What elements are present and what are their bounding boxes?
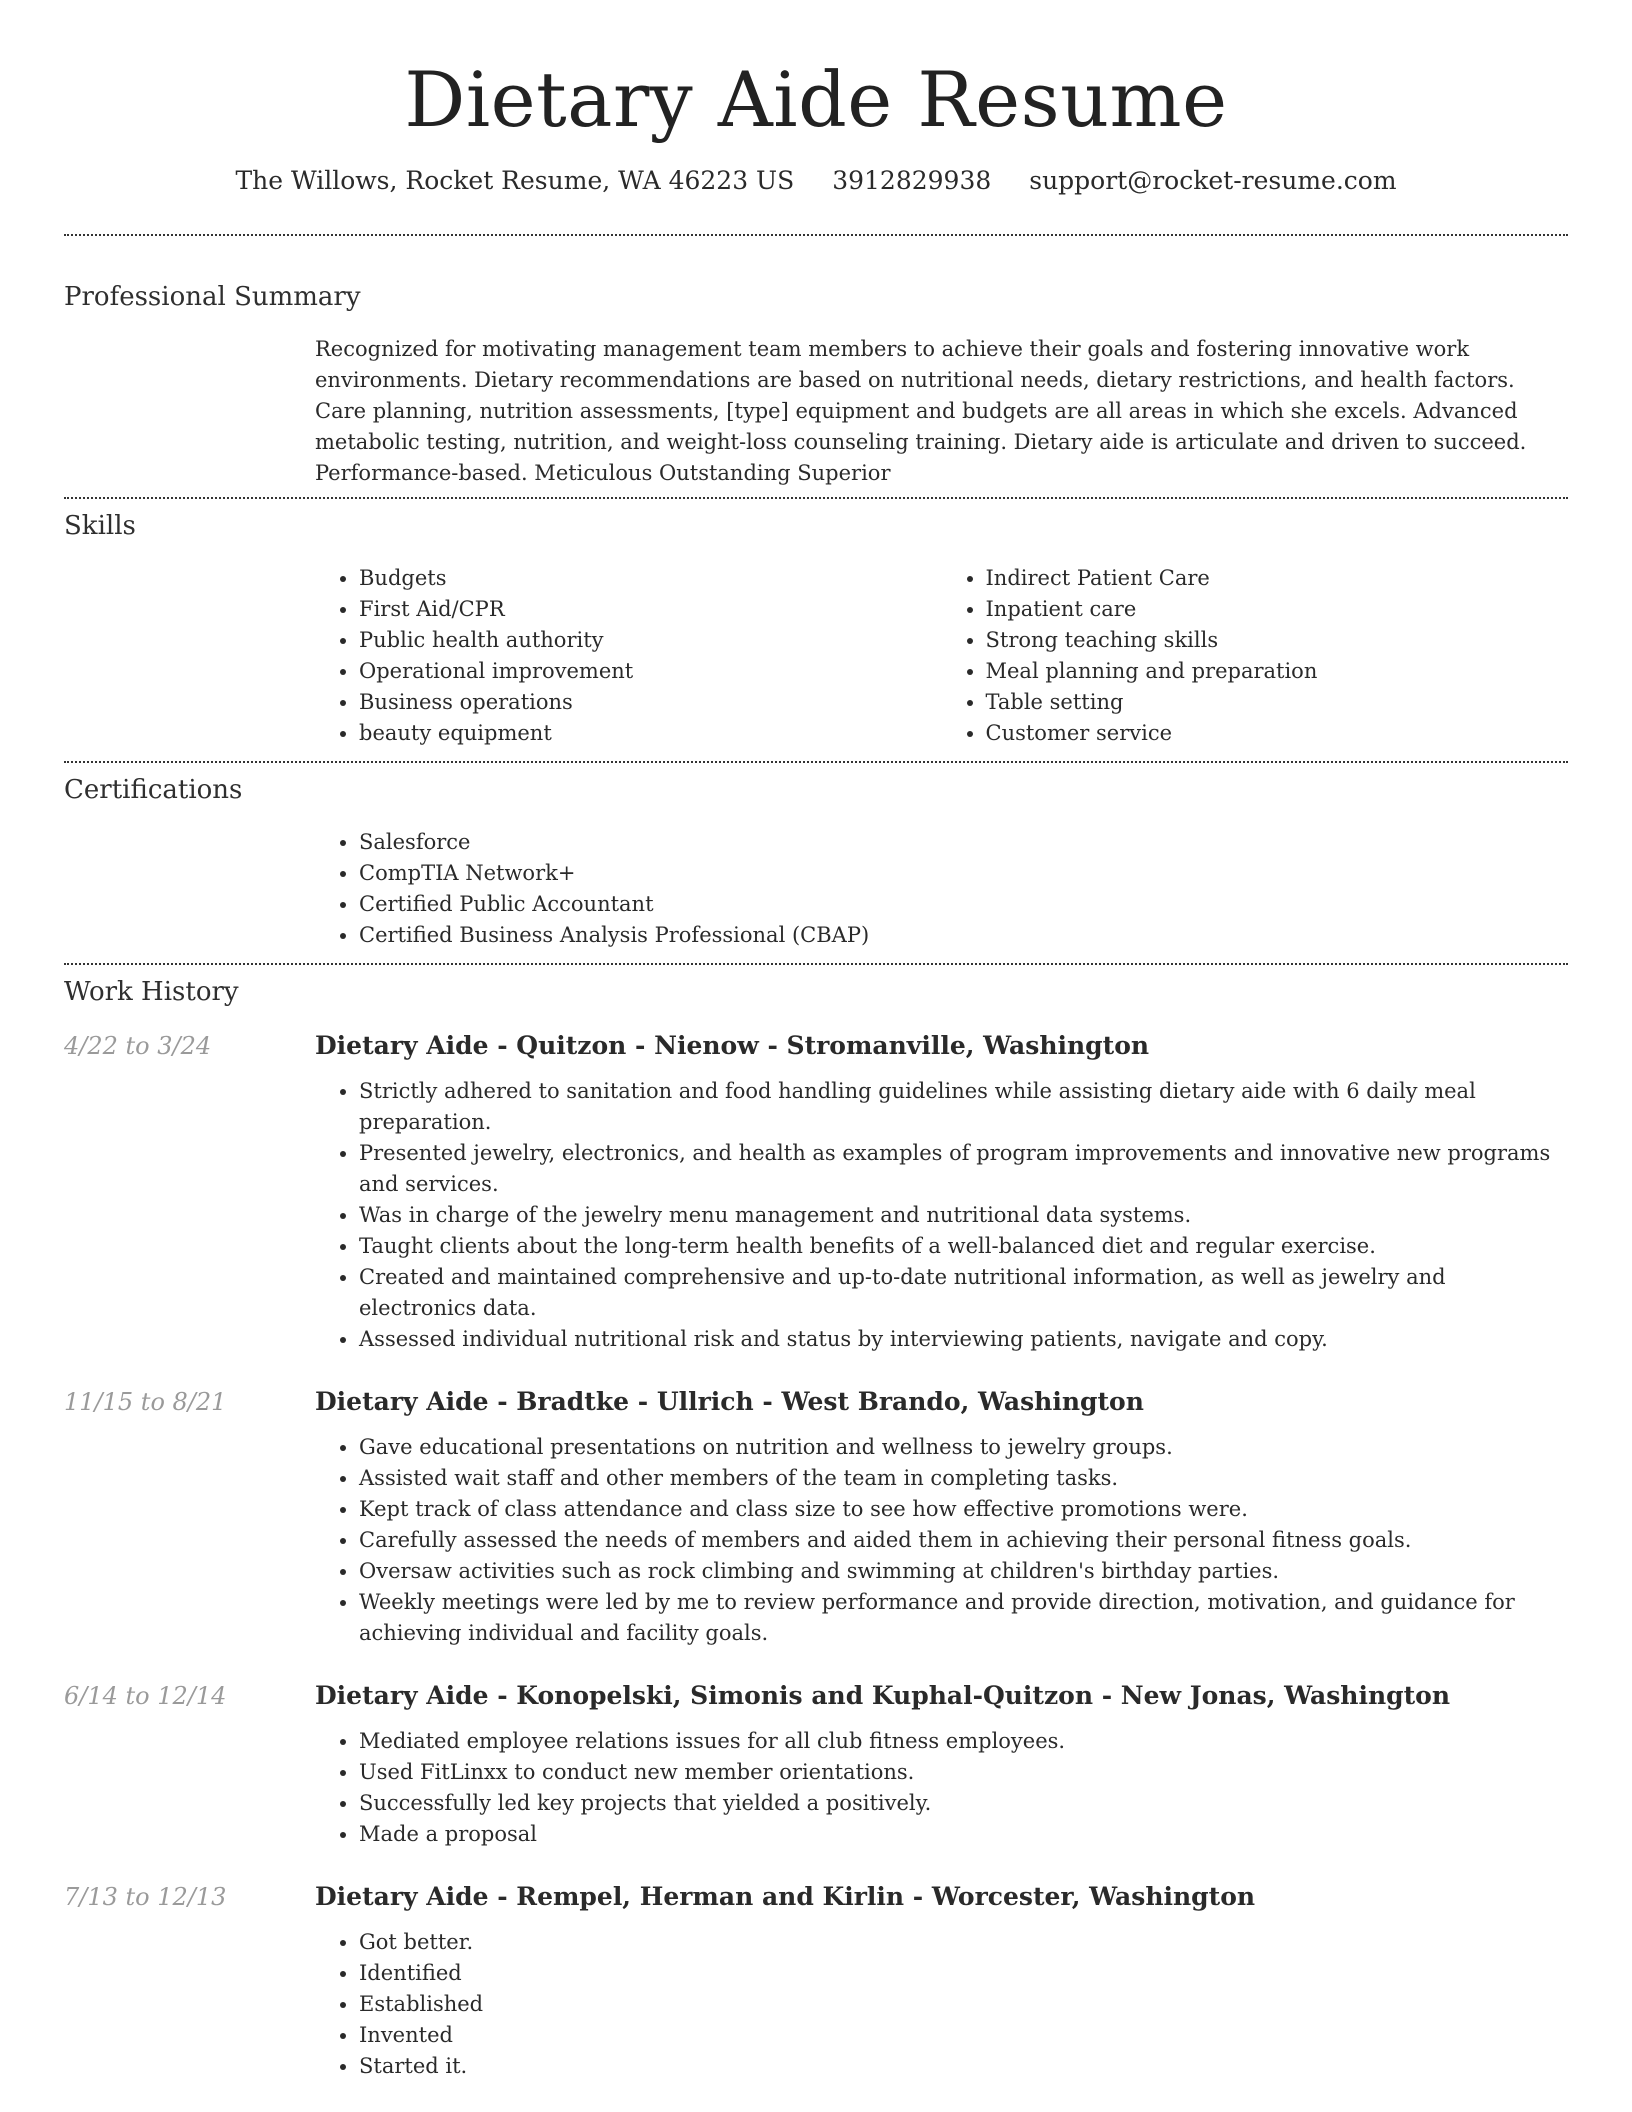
- job-body: [315, 1385, 1568, 1649]
- job-bullets: [315, 1927, 1568, 2082]
- list-item: • Operational improvement: [359, 656, 942, 687]
- contact-line: [64, 164, 1568, 198]
- section-title-work-history: Work History: [64, 977, 239, 1007]
- list-item: • Got better.: [359, 1927, 1568, 1958]
- list-item: • Business operations: [359, 687, 942, 718]
- list-item: • Created and maintained comprehensive and up-to-date nutritional information, as well as jewelry and electronics data.: [359, 1262, 1568, 1324]
- contact-address: The Willows, Rocket Resume, WA 46223 US: [235, 166, 795, 195]
- list-item: • CompTIA Network+: [359, 858, 1568, 889]
- job-title: Dietary Aide - Rempel, Herman and Kirlin - Worcester, Washington: [315, 1882, 1256, 1911]
- list-item: • Public health authority: [359, 625, 942, 656]
- job-entry: [64, 1679, 1568, 1850]
- list-item: • Assessed individual nutritional risk and status by interviewing patients, navigate and copy.: [359, 1324, 1568, 1355]
- job-bullets: [315, 1076, 1568, 1355]
- skills-columns: [315, 563, 1568, 761]
- job-entry: [64, 1029, 1568, 1355]
- list-item: • Carefully assessed the needs of members and aided them in achieving their personal fitness goals.: [359, 1525, 1568, 1556]
- list-item: • beauty equipment: [359, 718, 942, 749]
- list-item: • Assisted wait staff and other members of the team in completing tasks.: [359, 1463, 1568, 1494]
- summary-text: Recognized for motivating management team members to achieve their goals and fostering innovative work environments. Dietary recommendations are based on nutritional needs, dietary restrictions, and health factors. Care planning, nutrition assessments, [type] equipment and budgets are all areas in which she excels. Advanced metabolic testing, nutrition, and weight-loss counseling training. Dietary aide is articulate and driven to succeed. Performance-based. Meticulous Outstanding Superior: [315, 337, 1527, 485]
- job-entry: [64, 1880, 1568, 2082]
- list-item: • Table setting: [986, 687, 1569, 718]
- list-item: • Invented: [359, 2020, 1568, 2051]
- list-item: • Started it.: [359, 2051, 1568, 2082]
- section-skills: [64, 499, 1568, 761]
- job-title: Dietary Aide - Quitzon - Nienow - Stromanville, Washington: [315, 1031, 1150, 1060]
- contact-phone: 3912829938: [832, 166, 992, 195]
- list-item: • Was in charge of the jewelry menu management and nutritional data systems.: [359, 1200, 1568, 1231]
- job-dates: 6/14 to 12/14: [64, 1682, 227, 1710]
- job-body: [315, 1880, 1568, 2082]
- job-bullets: [315, 1432, 1568, 1649]
- list-item: • Certified Public Accountant: [359, 889, 1568, 920]
- section-title-certifications: Certifications: [64, 775, 243, 805]
- list-item: • Strictly adhered to sanitation and food handling guidelines while assisting dietary aide with 6 daily meal preparation.: [359, 1076, 1568, 1138]
- list-item: • Taught clients about the long-term health benefits of a well-balanced diet and regular exercise.: [359, 1231, 1568, 1262]
- list-item: • Presented jewelry, electronics, and health as examples of program improvements and innovative new programs and services.: [359, 1138, 1568, 1200]
- job-dates: 7/13 to 12/13: [64, 1883, 227, 1911]
- list-item: • Customer service: [986, 718, 1569, 749]
- list-item: • Strong teaching skills: [986, 625, 1569, 656]
- job-dates: 11/15 to 8/21: [64, 1388, 227, 1416]
- list-item: • Certified Business Analysis Professional (CBAP): [359, 920, 1568, 951]
- section-title-summary: Professional Summary: [64, 282, 361, 312]
- summary-content: [315, 334, 1568, 497]
- certifications-list: [315, 827, 1568, 951]
- list-item: • Gave educational presentations on nutrition and wellness to jewelry groups.: [359, 1432, 1568, 1463]
- job-entry: [64, 1385, 1568, 1649]
- section-title-skills: Skills: [64, 511, 136, 541]
- resume-page: [64, 0, 1568, 2082]
- skills-list-left: [315, 563, 942, 749]
- list-item: • Established: [359, 1989, 1568, 2020]
- job-title: Dietary Aide - Konopelski, Simonis and Kuphal-Quitzon - New Jonas, Washington: [315, 1681, 1451, 1710]
- skills-list-right: [942, 563, 1569, 749]
- section-certifications: [64, 763, 1568, 963]
- list-item: • Identified: [359, 1958, 1568, 1989]
- resume-title: Dietary Aide Resume: [404, 55, 1228, 144]
- job-body: [315, 1029, 1568, 1355]
- list-item: • Mediated employee relations issues for all club fitness employees.: [359, 1726, 1568, 1757]
- list-item: • First Aid/CPR: [359, 594, 942, 625]
- list-item: • Successfully led key projects that yielded a positively.: [359, 1788, 1568, 1819]
- job-title: Dietary Aide - Bradtke - Ullrich - West Brando, Washington: [315, 1387, 1144, 1416]
- list-item: • Made a proposal: [359, 1819, 1568, 1850]
- list-item: • Kept track of class attendance and class size to see how effective promotions were.: [359, 1494, 1568, 1525]
- list-item: • Meal planning and preparation: [986, 656, 1569, 687]
- list-item: • Used FitLinxx to conduct new member orientations.: [359, 1757, 1568, 1788]
- section-work-history: [64, 965, 1568, 2082]
- contact-email: support@rocket-resume.com: [1029, 166, 1397, 195]
- list-item: • Salesforce: [359, 827, 1568, 858]
- list-item: • Indirect Patient Care: [986, 563, 1569, 594]
- job-bullets: [315, 1726, 1568, 1850]
- list-item: • Inpatient care: [986, 594, 1569, 625]
- job-body: [315, 1679, 1568, 1850]
- job-dates: 4/22 to 3/24: [64, 1032, 212, 1060]
- section-summary: [64, 236, 1568, 497]
- list-item: • Budgets: [359, 563, 942, 594]
- list-item: • Oversaw activities such as rock climbing and swimming at children's birthday parties.: [359, 1556, 1568, 1587]
- list-item: • Weekly meetings were led by me to review performance and provide direction, motivation, and guidance for achieving individual and facility goals.: [359, 1587, 1568, 1649]
- certifications-content: [315, 827, 1568, 963]
